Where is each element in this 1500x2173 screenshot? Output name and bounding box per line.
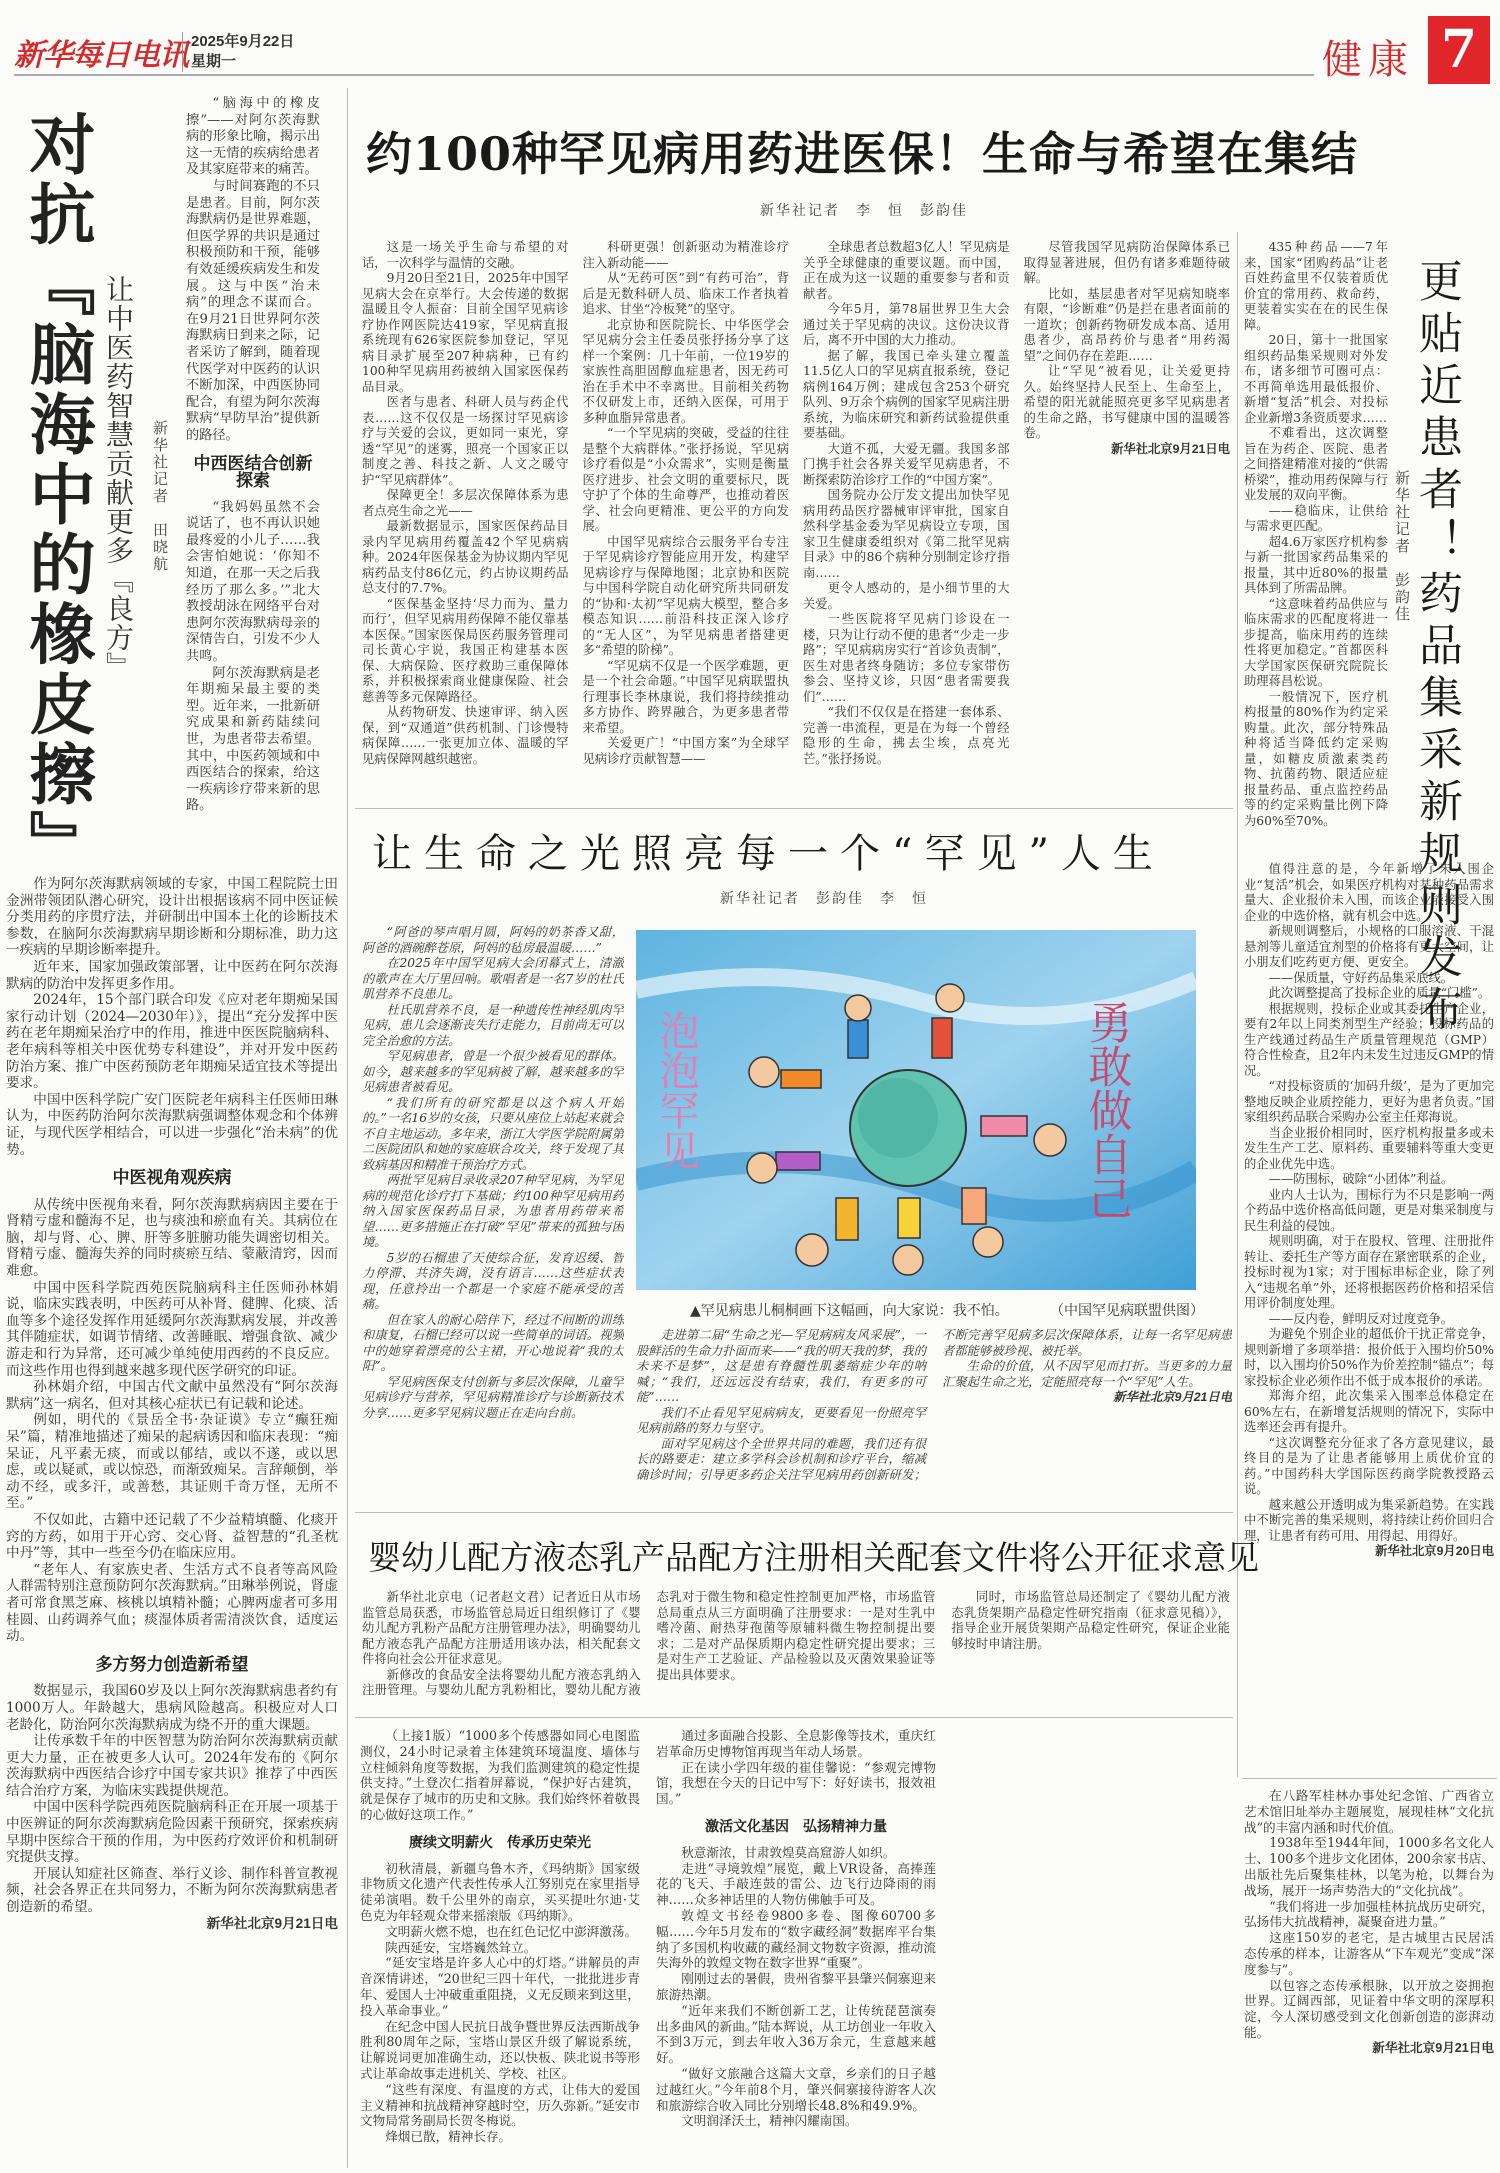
paragraph: 此次调整提高了投标企业的质量“门槛”。 [1268, 986, 1491, 1000]
paragraph: 走进第二届“生命之光—罕见病病友风采展”，一股鲜活的生命力扑面而来——“我的明天我的梦，我的未来不是梦”，这是患有脊髓性肌萎缩症少年的呐喊；“我们，还远远没有结束，我们，有更多的可能”…… [636, 1328, 926, 1404]
paragraph: 但在家人的耐心陪伴下，经过不间断的训练和康复，石榴已经可以说一些简单的词语。视频中的她穿着漂亮的公主裙，开心地说着“我的太阳”。 [362, 1312, 624, 1373]
paragraph: 例如，明代的《景岳全书·杂证谟》专立“癫狂痴呆”篇，精准地描述了痴呆的起病诱因和临床表现：“痴呆证，凡平素无痰，而或以郁结，或以不遂，或以思虑，或以疑贰，或以惊恐，而渐致痴呆。言辞颠倒，举动不经，或多汗，或善愁，其证则千奇万怪，无所不至。” [6, 1412, 338, 1512]
alz-body [6, 876, 338, 2168]
header-rule [14, 74, 1314, 76]
paragraph: 根据规则，投标企业或其委托生产企业，要有2年以上同类剂型生产经验；投标药品的生产线通过药品生产质量管理规范（GMP）符合性检查，且2年内未发生过违反GMP的情况。 [1244, 1001, 1494, 1078]
paragraph: 新华社北京电（记者赵文君）记者近日从市场监管总局获悉，市场监管总局近日组织修订了《婴幼儿配方乳粉产品配方注册管理办法》，明确婴幼儿配方液态乳产品配方注册适用该办法，相关配套文件将向社会公开征求意见。 [362, 1590, 641, 1666]
paragraph: ——稳临床，让供给与需求更匹配。 [1244, 503, 1388, 533]
procure-body-bottom [1244, 862, 1494, 1774]
paragraph: 1938年至1944年间，1000多名文化人士、100多个进步文化团体，200余家书店、出版社先后聚集桂林，以笔为枪，以舞台为战场，展开一场声势浩大的“文化抗战”。 [1244, 1835, 1494, 1898]
paragraph: 初秋清晨，新疆乌鲁木齐，《玛纳斯》国家级非物质文化遗产代表性传承人江努别克在家里指导徒弟演唱。数千公里外的南京，买买提吐尔迪·艾色克为年轻观众带来摇滚版《玛纳斯》。 [360, 1860, 640, 1923]
section-heading: 赓续文明薪火 传承历史荣光 [409, 1833, 591, 1850]
paragraph: 通过多面融合投影、全息影像等技术，重庆红岩革命历史博物馆再现当年动人场景。 [656, 1728, 936, 1759]
paragraph: （上接1版）“1000多个传感器如同心电图监测仪，24小时记录着主体建筑环境温度、墙体与立柱倾斜角度等数据，为我们监测建筑的稳定性提供支持。”土登次仁指着屏幕说，“保护好古建筑，就是保存了城市的历史和文脉。我们始终怀着敬畏的心做好这项工作。” [360, 1728, 640, 1822]
section-heading: 中医视角观疾病 [112, 1168, 232, 1188]
paragraph: 烽烟已散，精神长存。 [385, 2129, 512, 2145]
paragraph: 文明薪火燃不熄，也在红色记忆中澎湃激荡。 [385, 1923, 638, 1939]
paragraph: 国务院办公厅发文提出加快罕见病用药品医疗器械审评审批，国家自然科学基金委为罕见病设立专项，国家卫生健康委组织对《第二批罕见病目录》中的86个病种分别制定诊疗指南…… [803, 488, 1010, 580]
paragraph: 陕西延安，宝塔巍然耸立。 [385, 1939, 537, 1955]
rare-body [362, 240, 1230, 795]
light-byline: 新华社记者 彭韵佳 李 恒 [720, 891, 928, 907]
paragraph: 文明润泽沃土，精神闪耀南国。 [681, 2113, 858, 2129]
light-body-below-photo [636, 1328, 1232, 1506]
paragraph: ——反内卷，鲜明反对过度竞争。 [1268, 1311, 1454, 1326]
weekday-text: 星期一 [191, 53, 237, 70]
paragraph: 中国罕见病综合云服务平台专注于罕见病诊疗智能应用开发，构建罕见病诊疗与保障地图；北京协和医院与中国科学院自动化研究所共同研发的“协和·太初”罕见病大模型，整合多模态知识……前沿科技正深入诊疗的“无人区”，为罕见病患者搭建更多“希望的阶梯”。 [582, 534, 789, 657]
paragraph: 更令人感动的，是小细节里的大关爱。 [803, 581, 1010, 611]
paragraph: ——防围标，破除“小团体”利益。 [1268, 1172, 1454, 1186]
paragraph: “这些有深度、有温度的方式，让伟大的爱国主义精神和抗战精神穿越时空，历久弥新。”延安市文物局常务副局长贺冬梅说。 [360, 2081, 640, 2129]
dateline: 新华社北京9月21日电 [1113, 1390, 1232, 1404]
paragraph: 今年5月，第78届世界卫生大会通过关于罕见病的决议。这份决议背后，离不开中国的大力推动。 [803, 302, 1010, 347]
section-heading: 激活文化基因 弘扬精神力量 [705, 1817, 887, 1834]
rare-headline: 约100种罕见病用药进医保！生命与希望在集结 [366, 127, 1359, 181]
paragraph: 作为阿尔茨海默病领域的专家，中国工程院院士田金洲带领团队潜心研究，设计出根据该病不同中医证候分类用药的序贯疗法，并研制出中国本土化的诊断技术参数，在脑阿尔茨海默病早期诊断和分期标准，助力这一疾病的早期诊断率提升。 [6, 876, 338, 959]
paragraph: 以包容之态传承根脉，以开放之姿拥抱世界。辽阔西部，见证着中华文明的深厚积淀，今人深切感受到文化创新创造的澎湃动能。 [1244, 1977, 1494, 2040]
child-painting [636, 930, 1196, 1290]
paragraph: 让传承数千年的中医智慧为防治阿尔茨海默病贡献更大力量，正在被更多人认可。2024年发布的《阿尔茨海默病中西医结合诊疗中国专家共识》推荐了中西医结合治疗方案，为临床实践提供规范。 [6, 1733, 338, 1799]
paragraph: 值得注意的是，今年新增了未入围企业“复活”机会，如果医疗机构对某种药品需求量大、企业报价未入围，而该企业能接受入围企业的中选价格，就有机会中选。 [1244, 862, 1494, 923]
paragraph: “对投标资质的‘加码升级’，是为了更加完整地反映企业质控能力，更好为患者负责。”国家组织药品联合采购办公室主任郑海说。 [1244, 1079, 1494, 1124]
paragraph: 新修改的食品安全法将婴幼儿配方液态乳纳入注册管理。与婴幼儿配方乳粉相比，婴幼儿配方液态乳对于微生物和稳定性控制更加严格，市场监管总局重点从三方面明确了注册要求：一是对生乳中嗜冷菌、耐热芽孢菌等原辅料微生物控制提出要求；二是对产品保质期内稳定性研究提出要求；三是对生产工艺验证、产品检验以及灭菌效果验证等提出具体要求。 [362, 1590, 936, 1697]
paragraph: 秋意渐浓，甘肃敦煌莫高窟游人如织。 [681, 1844, 896, 1860]
paragraph: 在纪念中国人民抗日战争暨世界反法西斯战争胜利80周年之际，宝塔山景区升级了解说系统，让解说词更加准确生动，还以快板、陕北说书等形式让革命故事走进机关、学校、社区。 [360, 2018, 640, 2081]
paragraph: 开展认知症社区筛查、举行义诊、制作科普宣教视频，社会各界正在共同努力，不断为阿尔茨海默病患者创造新的希望。 [6, 1865, 338, 1916]
paragraph: 罕见病患者，曾是一个很少被看见的群体。如今，越来越多的罕见病被了解，越来越多的罕见病患者被看见。 [362, 1049, 624, 1094]
paragraph: 新规则调整后，小规格的口服溶液、干混悬剂等儿童适宜剂型的价格将有更大空间，让小朋友们吃药更方便、更安全。 [1244, 924, 1494, 969]
paragraph: 一般情况下，医疗机构报量的80%作为约定采购量。此次，部分特殊品种将适当降低约定采购量，如糖皮质激素类药物、抗菌药物、限适应症报量药品、重点监控药品等的约定采购量比例下降为60%至70%。 [1244, 689, 1388, 828]
paragraph: 最新数据显示，国家医保药品目录内罕见病用药覆盖42个罕见病病种。2024年医保基金为协议期内罕见病药品支付86亿元，约占协议期药品总支付的7.7%。 [362, 519, 569, 595]
paragraph: 从药物研发、快速审评、纳入医保，到“双通道”供药机制、门诊慢特病保障……一张更加立体、温暖的罕见病保障网越织越密。 [362, 705, 569, 766]
paragraph: 正在读小学四年级的崔佳馨说：“参观完博物馆，我想在今天的日记中写下：好好读书，报效祖国。” [656, 1759, 936, 1807]
paragraph: 超4.6万家医疗机构参与新一批国家药品集采的报量，其中近80%的报量具体到了所需品牌。 [1244, 534, 1388, 595]
dateline: 新华社北京9月21日电 [1111, 441, 1230, 456]
light-left-column [362, 925, 624, 1505]
paragraph: 孙林娟介绍，中国古代文献中虽然没有“阿尔茨海默病”这一病名，但对其核心症状已有记载和论述。 [6, 1379, 338, 1412]
paragraph: “脑海中的橡皮擦”——对阿尔茨海默病的形象比喻，揭示出这一无情的疾病给患者及其家庭带来的痛苦。 [186, 96, 320, 178]
paragraph: 业内人士认为，围标行为不只是影响一两个药品中选价格高低问题，更是对集采制度与民生利益的侵蚀。 [1244, 1187, 1494, 1233]
paragraph: 5岁的石榴患了天使综合征，发育迟缓、智力停滞、共济失调，没有语言……这些症状表现，任意拎出一个都是一个家庭不能承受的苦痛。 [362, 1250, 624, 1311]
paragraph: 从“无药可医”到“有药可治”，背后是无数科研人员、临床工作者执着追求、甘坐“冷板凳”的坚守。 [582, 271, 789, 316]
paragraph: 罕见病医保支付创新与多层次保障，儿童罕见病诊疗与营养，罕见病精准诊疗与诊断新技术分享……更多罕见病议题正在走向台前。 [362, 1374, 624, 1420]
paragraph: 面对罕见病这个全世界共同的难题，我们还有很长的路要走：建立多学科会诊机制和诊疗平台，缩减确诊时间；引导更多药企关注罕见病用药创新研发；不断完善罕见病多层次保障体系，让每一名罕见病患者都能够被珍视、被托举。 [636, 1328, 1232, 1482]
paragraph: “我妈妈虽然不会说话了，也不再认识她最疼爱的小儿子……我会害怕她说：‘你知不知道，在那一天之后我经历了那么多。’”北大教授胡泳在网络平台对患阿尔茨海默病母亲的深情告白，引发不少人共鸣。 [186, 499, 320, 664]
alz-lead [186, 96, 320, 871]
dateline: 新华社北京9月20日电 [1375, 1544, 1494, 1558]
newspaper-logo: 新华每日电讯 [14, 38, 188, 73]
painting-lettering-left: 泡泡罕见 [653, 1010, 699, 1170]
issue-date [182, 32, 294, 72]
paragraph: 不难看出，这次调整旨在为药企、医院、患者之间搭建精准对接的“供需桥梁”，推动用药保障与行业发展的双向平衡。 [1244, 426, 1388, 502]
column-divider [347, 88, 348, 2168]
paragraph: 从传统中医视角来看，阿尔茨海默病病因主要在于肾精亏虚和髓海不足，也与痰浊和瘀血有关。其病位在脑，却与肾、心、脾、肝等多脏腑功能失调密切相关。肾精亏虚、髓海失养的同时痰瘀互结、蒙蔽清窍，因而难愈。 [6, 1196, 338, 1280]
paragraph: 敦煌文书经卷9800多卷、图像60700多幅……今年5月发布的“数字藏经洞”数据库平台集纳了多国机构收藏的藏经洞文物数字资源，推动流失海外的敦煌文物在数字世界“重聚”。 [656, 1907, 936, 1971]
paragraph: 20日，第十一批国家组织药品集采规则对外发布，诸多细节可圈可点：不再简单选用最低报价、新增“复活”机会、对投标企业新增3条资质要求…… [1244, 333, 1388, 425]
paragraph: 这是一场关乎生命与希望的对话，一次科学与温情的交融。 [362, 240, 569, 270]
light-headline: 让生命之光照亮每一个“罕见”人生 [372, 831, 1165, 877]
paragraph: 让“罕见”被看见，让关爱更持久。始终坚持人民至上、生命至上，希望的阳光就能照亮更多罕见病患者的生命之路，书写健康中国的温暖答卷。 [1023, 364, 1230, 440]
paragraph: 我们不止看见罕见病病友，更要看见一份照亮罕见病前路的努力与坚守。 [636, 1405, 926, 1435]
paragraph: “近年来我们不断创新工艺，让传统琵琶演奏出多曲风的新曲。”陆本辉说，从工坊创业一年收入不到3万元，到去年收入36万余元，生意越来越好。 [656, 2002, 936, 2066]
culture-body [360, 1728, 1232, 2168]
paragraph: 科研更强！创新驱动为精准诊疗注入新动能—— [582, 240, 789, 270]
paragraph: 医者与患者、科研人员与药企代表……这不仅仅是一场探讨罕见病诊疗与关爱的会议，更如同一束光，穿透“罕见”的迷雾，照亮一个国家正以制度之善、科技之新、人文之暖守护“罕见病群体”。 [362, 395, 569, 487]
paragraph: 大道不孤，大爱无疆。我国多部门携手社会各界关爱罕见病患者，不断探索防治诊疗工作的“中国方案”。 [803, 441, 1010, 487]
paragraph: 两批罕见病目录收录207种罕见病，为罕见病的规范化诊疗打下基础；约100种罕见病用药纳入国家医保药品目录，为患者用药带来希望……更多措施正在打破“罕见”带来的孤独与困境。 [362, 1173, 624, 1249]
paragraph: 与时间赛跑的不只是患者。目前，阿尔茨海默病仍是世界难题，但医学界的共识是通过积极预防和干预，能够有效延缓疾病发生和发展。这与中医“治未病”的理念不谋而合。在9月21日世界阿尔茨海默病日到来之际，记者采访了解到，随着现代医学对中医药的认识不断加深，中西医协同配合，有望为阿尔茨海默病“早防早治”提供新的路径。 [186, 178, 320, 443]
paragraph: “阿爸的琴声唱月圆，阿妈的奶茶香又甜，阿爸的酒碗醉苍原，阿妈的毡房最温暖……” [362, 925, 624, 955]
paragraph: 同时，市场监管总局还制定了《婴幼儿配方液态乳货架期产品稳定性研究指南（征求意见稿）》，指导企业开展货架期产品稳定性研究，保证企业能够按时申请注册。 [951, 1590, 1230, 1651]
paragraph: 阿尔茨海默病是老年期痴呆最主要的类型。近年来，一批新研究成果和新药陆续问世，为患者带去希望。其中，中医药领域和中西医结合的探索，给这一疾病诊疗带来新的思路。 [186, 665, 320, 814]
paragraph: 这座150岁的老宅，是古城里古民居活态传承的样本，让游客从“下车观光”变成“深度参与”。 [1244, 1930, 1494, 1977]
paragraph: 435种药品——7年来，国家“团购药品”让老百姓药盒里不仅装着质优价宜的常用药、救命药，更装着实实在在的民生保障。 [1244, 240, 1388, 332]
paragraph: “做好文旅融合这篇大文章，乡亲们的日子越过越红火。”今年前8个月，肇兴侗寨接待游客人次和旅游综合收入同比分别增长48.8%和49.9%。 [656, 2065, 936, 2113]
paragraph: 尽管我国罕见病防治保障体系已取得显著进展，但仍有诸多难题待破解。 [1023, 240, 1230, 285]
date-text: 2025年9月22日 [191, 33, 295, 50]
paragraph: 规则明确，对于在股权、管理、注册批件转让、委托生产等方面存在紧密联系的企业，投标时视为1家；对于围标串标企业，除了列入“违规名单”外，还将根据医药价格和招采信用评价制度处理。 [1244, 1234, 1494, 1310]
section-divider [1242, 1778, 1497, 1779]
paragraph: 据了解，我国已牵头建立覆盖11.5亿人口的罕见病直报系统，登记病例164万例；建成包含253个研究队列、9万余个病例的国家罕见病注册系统，为临床研究和新药试验提供重要基础。 [803, 348, 1010, 440]
paragraph: “老年人、有家族史者、生活方式不良者等高风险人群需特别注意预防阿尔茨海默病。”田琳举例说，肾虚者可常食黑芝麻、核桃以填精补髓；心脾两虚者可多用桂圆、山药调养气血；痰湿体质者需清淡饮食，适度运动。 [6, 1561, 338, 1645]
paragraph: “我们所有的研究都是以这个病人开始的。”一名16岁的女孩，只要从座位上站起来就会不自主地运动。多年来，浙江大学医学院附属第二医院团队和她的家庭联合攻关，终于发现了其致病基因和精准干预治疗方式。 [362, 1095, 624, 1172]
paragraph: 郑海介绍，此次集采入围率总体稳定在60%左右，在新增复活规则的情况下，实际中选率还会再有提升。 [1244, 1389, 1494, 1434]
section-name: 健康 [1322, 37, 1414, 83]
painting-lettering-right: 勇敢做自己 [1080, 1000, 1132, 1220]
section-divider [355, 808, 1233, 809]
paragraph: 近年来，国家加强政策部署，让中医药在阿尔茨海默病的防治中发挥更多作用。 [6, 958, 338, 992]
paragraph: “罕见病不仅是一个医学难题，更是一个社会命题。”中国罕见病联盟执行理事长李林康说，我们将持续推动多方协作、跨界融合，为更多患者带来希望。 [582, 658, 789, 735]
section-divider [355, 1717, 1233, 1718]
photo-credit: （中国罕见病联盟供图） [1050, 1302, 1204, 1318]
section-heading: 中西医结合创新探索 [193, 454, 313, 491]
paragraph: “一个罕见病的突破，受益的往往是整个大病群体。”张抒扬说，罕见病诊疗看似是“小众需求”，实则是衡量医疗进步、社会文明的重要标尺，既守护了个体的生命尊严，也推动着医学、社会向更精准、更公平的方向发展。 [582, 426, 789, 533]
paragraph: 为避免个别企业的超低价干扰正常竞争，规则新增了多项举措：报价低于入围均价50%时，以入围均价50%作为价差控制“锚点”；每家投标企业必须作出不低于成本报价的承诺。 [1244, 1327, 1494, 1388]
dateline: 新华社北京9月21日电 [206, 1915, 338, 1931]
paragraph: 全球患者总数超3亿人！罕见病是关乎全球健康的重要议题。而中国，正在成为这一议题的重要参与者和贡献者。 [803, 240, 1010, 301]
paragraph: 当企业报价相同时，医疗机构报量多或未发生生产工艺、原料药、重要辅料等重大变更的企业优先中选。 [1244, 1125, 1494, 1171]
paragraph: “这意味着药品供应与临床需求的匹配度将进一步提高，临床用药的连续性将更加稳定。”首都医科大学国家医保研究院院长助理蒋昌松说。 [1244, 596, 1388, 688]
alz-byline: 新华社记者 田晓航 [151, 420, 169, 573]
paragraph: “医保基金坚持‘尽力而为、量力而行’，但罕见病用药保障不能仅靠基本医保。”国家医保局医药服务管理司司长黄心宇说，我国正构建基本医保、大病保险、医疗救助三重保障体系，并积极探索商业健康保险、社会慈善等多元保障路径。 [362, 596, 569, 704]
paragraph: 保障更全！多层次保障体系为患者点亮生命之光—— [362, 488, 569, 518]
paragraph: “延安宝塔是许多人心中的灯塔。”讲解员的声音深情讲述，“20世纪三四十年代，一批批进步青年、爱国人士冲破重重阻挠，义无反顾来到这里，投入革命事业。” [360, 1955, 640, 2018]
procure-headline: 更贴近患者！药品集采新规则发布 [1411, 258, 1462, 1038]
alz-subheadline: 让中医药智慧贡献更多『良方』 [102, 275, 135, 681]
formula-body [362, 1590, 1230, 1712]
paragraph: 数据显示，我国60岁及以上阿尔茨海默病患者约有1000万人。年龄越大，患病风险越高。积极应对人口老龄化，防治阿尔茨海默病成为绕不开的重大课题。 [6, 1683, 338, 1733]
procure-body-top [1244, 240, 1388, 860]
paragraph: 生命的价值，从不因罕见而打折。当更多的力量汇聚起生命之光，定能照亮每一个“罕见”人生。 [942, 1359, 1232, 1389]
alz-headline: 对抗『脑海中的橡皮擦』 [18, 110, 96, 880]
paragraph: 中国中医科学院广安门医院老年病科主任医师田琳认为，中医药防治阿尔茨海默病强调整体观念和个体辨证，与现代医学相结合，可以进一步强化“治未病”的优势。 [6, 1091, 338, 1158]
paragraph: “这次调整充分征求了各方意见建议，最终目的是为了让患者能够用上质优价宜的药。”中国药科大学国际医药商学院教授路云说。 [1244, 1435, 1494, 1496]
paragraph: 越来越公开透明成为集采新趋势。在实践中不断完善的集采规则，将持续让药价回归合理，让患者有药可用、用得起、用得好。 [1244, 1497, 1494, 1543]
paragraph: ——保质量，守好药品集采底线。 [1268, 970, 1454, 985]
dateline: 新华社北京9月21日电 [1372, 2040, 1494, 2055]
paragraph: 中国中医科学院西苑医院脑病科正在开展一项基于中医辨证的阿尔茨海默病危险因素干预研究，探索疾病早期中医综合干预的作用，为中医药疗效评价和机制研究提供支撑。 [6, 1799, 338, 1866]
globe [850, 1070, 966, 1186]
formula-headline: 婴幼儿配方液态乳产品配方注册相关配套文件将公开征求意见 [368, 1539, 1259, 1576]
photo-caption: ▲罕见病患儿桐桐画下这幅画，向大家说：我不怕。 [690, 1303, 1009, 1319]
paragraph: 9月20日至21日，2025年中国罕见病大会在京举行。大会传递的数据温暖且令人振奋：目前全国罕见病诊疗协作网医院达419家，罕见病直报系统现有626家医院参加登记，罕见病目录扩展至207种病种，已有约100种罕见病用药被纳入国家医保药品目录。 [362, 271, 569, 394]
culture-body-continued [1244, 1788, 1494, 2168]
paragraph: 中国中医科学院西苑医院脑病科主任医师孙林娟说，临床实践表明，中医药可从补肾、健脾、化痰、活血等多个途径发挥作用延缓阿尔茨海默病发展，并改善其伴随症状，如调节情绪、改善睡眠、增强食欲、减少游走和行为异常，还可减少单纯使用西药的不良反应。而这些作用也得到越来越多现代医学研究的印证。 [6, 1279, 338, 1379]
section-heading: 多方努力创造新希望 [95, 1654, 249, 1674]
rare-byline: 新华社记者 李 恒 彭韵佳 [760, 203, 968, 219]
paragraph: 刚刚过去的暑假，贵州省黎平县肇兴侗寨迎来旅游热潮。 [656, 1971, 936, 2002]
paragraph: 在八路军桂林办事处纪念馆、广西省立艺术馆旧址举办主题展览，展现桂林“文化抗战”的丰富内涵和时代价值。 [1244, 1788, 1494, 1835]
paragraph: “我们不仅仅是在搭建一套体系、完善一串流程，更是在为每一个曾经隐形的生命，拂去尘埃，点亮光芒。”张抒扬说。 [803, 705, 1010, 766]
paragraph: 关爱更广！“中国方案”为全球罕见病诊疗贡献智慧—— [582, 736, 789, 766]
paragraph: 比如，基层患者对罕见病知晓率有限，“诊断难”仍是拦在患者面前的一道坎；创新药物研发成本高、适用患者少，高昂药价与患者“用药渴望”之间仍存在差距…… [1023, 286, 1230, 363]
paragraph: 在2025年中国罕见病大会闭幕式上，清澈的歌声在大厅里回响。歌唱者是一名7岁的杜氏肌营养不良患儿。 [362, 956, 624, 1001]
paragraph: 一些医院将罕见病门诊设在一楼，只为让行动不便的患者“少走一步路”；罕见病病房实行“首诊负责制”，医生对患者终身随访；多位专家带伤参会、坚持义诊，只因“患者需要我们”…… [803, 612, 1010, 704]
section-divider [355, 1512, 1233, 1513]
page-number: 7 [1428, 16, 1490, 84]
paragraph: 2024年，15个部门联合印发《应对老年期痴呆国家行动计划（2024—2030年）》，提出“充分发挥中医药在老年期痴呆治疗中的作用，推进中医医院脑病科、老年病科等相关中医优势专科建设”，并对开发中医药防治方案、推广中医药预防老年期痴呆适宜技术等提出要求。 [6, 992, 338, 1092]
paragraph: 不仅如此，古籍中还记载了不少益精填髓、化痰开窍的方药，如用于开心窍、交心肾、益智慧的“孔圣枕中丹”等，其中一些至今仍在临床应用。 [6, 1511, 338, 1562]
paragraph: 杜氏肌营养不良，是一种遗传性神经肌肉罕见病，患儿会逐渐丧失行走能力，目前尚无可以完全治愈的方法。 [362, 1002, 624, 1048]
procure-byline: 新华社记者 彭韵佳 [1393, 470, 1411, 623]
paragraph: “我们将进一步加强桂林抗战历史研究，弘扬伟大抗战精神，凝聚奋进力量。” [1244, 1898, 1494, 1930]
paragraph: 走进“寻境敦煌”展览，戴上VR设备，高捧莲花的飞天、手敲连鼓的雷公、边飞行边降雨的雨神……众多神话里的人物仿佛触手可及。 [656, 1860, 936, 1908]
paragraph: 北京协和医院院长、中华医学会罕见病分会主任委员张抒扬分享了这样一个案例：几十年前，一位19岁的家族性高胆固醇血症患者，因无药可治在手术中不幸离世。目前相关药物不仅研发上市，还纳入医保，可用于多种血脂异常患者。 [582, 317, 789, 425]
